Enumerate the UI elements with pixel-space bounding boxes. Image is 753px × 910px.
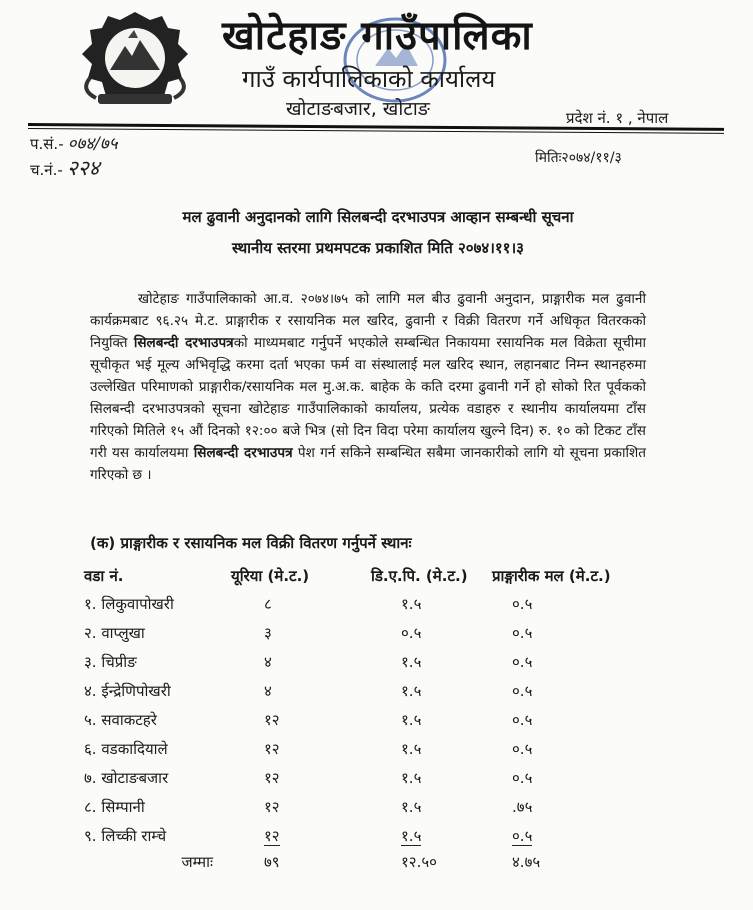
distribution-section-title: (क) प्राङ्गारीक र रसायनिक मल विक्री वितरण गर्नुपर्ने स्थानः <box>90 534 412 552</box>
col-header-ward: वडा नं. <box>84 566 124 585</box>
organic-cell: ०.५ <box>512 623 533 642</box>
body-emphasis: सिलबन्दी दरभाउपत्र <box>193 445 293 461</box>
table-row <box>84 705 622 734</box>
table-row <box>84 734 622 763</box>
urea-cell: १२ <box>264 768 280 787</box>
body-part: पेश गर्न सकिने सम्बन्धित सबैमा जानकारीको लागि यो सूचना प्रकाशित गरिएको छ । <box>90 445 647 483</box>
table-row <box>84 821 622 850</box>
urea-cell: ४ <box>264 652 272 671</box>
organic-value: ०.५ <box>512 826 533 845</box>
dap-cell: ०.५ <box>401 623 422 642</box>
ward-cell: ३. चिप्रीङ <box>84 652 137 671</box>
ward-cell: ५. सवाकटहरे <box>84 710 157 729</box>
body-part: को माध्यमबाट गर्नुपर्ने भएकोले सम्बन्धित निकायमा रसायनिक मल विक्रेता सूचीमा सूचीकृत भई मूल्य अभिवृद्धि करमा दर्ता भएका फर्म वा संस्थालाई मल खरिद स्थान, लहानबाट निम्न स्थानहरुमा उल्लेखित परिमाणको प्राङ्गारीक/रसायनिक मल मु.अ.क. बाहेक के कति दरमा ढुवानी गर्ने हो सोको रित पूर्वकको सिलबन्दी दरभाउपत्रको सूचना खोटेहाङ गाउँपालिकाको कार्यालय, प्रत्येक वडाहरु र स्थानीय कार्यालयमा टाँस गरिएको मितिले १५ औं दिनको १२:०० बजे भित्र (सो दिन विदा परेमा कार्यालय खुल्ने दिन) रु. १० को टिकट टाँस गरी यस कार्यालयमा <box>90 335 647 461</box>
ward-cell: १. लिकुवापोखरी <box>84 594 174 613</box>
dap-cell: १.५ <box>401 710 422 729</box>
ward-cell: ४. ईन्द्रेणिपोखरी <box>84 681 171 700</box>
table-row <box>84 618 622 647</box>
table-row <box>84 792 622 821</box>
letter-number-label: प.सं.- <box>30 135 64 153</box>
letter-number-value: ०७४/७५ <box>67 134 118 154</box>
body-part: खोटेहाङ गाउँपालिकाको आ.व. २०७४।७५ को लागि मल बीउ ढुवानी अनुदान, प्राङ्गारीक मल ढुवानी कार्यक्रमबाट ९६.२५ मे.ट. प्राङ्गारीक र रसायनिक मल खरिद, ढुवानी र विक्री वितरण गर्ने अधिकृत वितरकको नियुक्ति <box>90 291 646 351</box>
dap-cell: १.५ <box>401 797 422 816</box>
table-row <box>84 647 622 676</box>
dispatch-number-value: २२४ <box>66 156 100 180</box>
notice-body <box>90 288 646 486</box>
ward-cell: ९. लिच्की राम्चे <box>84 826 167 845</box>
dap-cell: १.५ <box>401 594 422 613</box>
distribution-table <box>84 562 622 874</box>
total-organic: ४.७५ <box>512 853 541 871</box>
dap-cell: १.५ <box>401 652 422 671</box>
total-dap: १२.५० <box>401 853 437 871</box>
notice-heading: मल ढुवानी अनुदानको लागि सिलबन्दी दरभाउपत्र आव्हान सम्बन्धी सूचना <box>182 208 574 226</box>
col-header-urea: यूरिया (मे.ट.) <box>231 566 310 585</box>
urea-value: १२ <box>264 826 280 845</box>
organic-cell: ०.५ <box>512 652 533 671</box>
urea-cell: १२ <box>264 797 280 816</box>
body-emphasis: सिलबन्दी दरभाउपत्र <box>133 335 234 351</box>
total-urea: ७९ <box>264 853 280 871</box>
table-header-row <box>84 562 622 589</box>
urea-cell: ३ <box>264 623 272 642</box>
office-subtitle: गाउँ कार्यपालिकाको कार्यालय <box>242 65 496 93</box>
table-total-row <box>84 850 622 874</box>
organic-cell: ०.५ <box>512 594 533 613</box>
dispatch-number-label: च.नं.- <box>30 161 63 179</box>
ward-cell: २. वाप्लुखा <box>84 623 145 642</box>
table-row <box>84 589 622 618</box>
total-label: जम्माः <box>181 853 213 871</box>
ward-cell: ६. वडकादियाले <box>84 739 168 758</box>
organic-cell: ०.५ <box>512 739 533 758</box>
organic-cell: ०.५ <box>512 681 533 700</box>
urea-cell: ८ <box>264 594 272 613</box>
organic-cell <box>492 821 622 850</box>
dap-cell <box>371 821 492 850</box>
urea-cell: १२ <box>264 710 280 729</box>
notice-subheading: स्थानीय स्तरमा प्रथमपटक प्रकाशित मिति २०७४।११।३ <box>232 239 524 257</box>
table-row <box>84 763 622 792</box>
dap-value: १.५ <box>401 826 422 845</box>
ward-cell: ७. खोटाङबजार <box>84 768 169 787</box>
col-header-dap: डि.ए.पि. (मे.ट.) <box>371 566 468 585</box>
urea-cell: ४ <box>264 681 272 700</box>
government-emblem <box>70 8 200 113</box>
municipality-title: खोटेहाङ गाउँपालिका <box>222 13 533 59</box>
dap-cell: १.५ <box>401 681 422 700</box>
table-row <box>84 676 622 705</box>
col-header-organic: प्राङ्गारीक मल (मे.ट.) <box>492 566 611 585</box>
urea-cell <box>231 821 371 850</box>
organic-cell: ०.५ <box>512 768 533 787</box>
province-label: प्रदेश नं. १ , नेपाल <box>566 109 669 127</box>
dispatch-number <box>30 154 100 182</box>
organic-cell: ०.५ <box>512 710 533 729</box>
organic-cell: .७५ <box>512 797 533 816</box>
letter-date: मितिः२०७४/११/३ <box>535 150 622 166</box>
dap-cell: १.५ <box>401 739 422 758</box>
dap-cell: १.५ <box>401 768 422 787</box>
office-address: खोटाङबजार, खोटाङ <box>286 98 430 120</box>
urea-cell: १२ <box>264 739 280 758</box>
ward-cell: ८. सिम्पानी <box>84 797 145 816</box>
letter-number <box>30 131 118 154</box>
